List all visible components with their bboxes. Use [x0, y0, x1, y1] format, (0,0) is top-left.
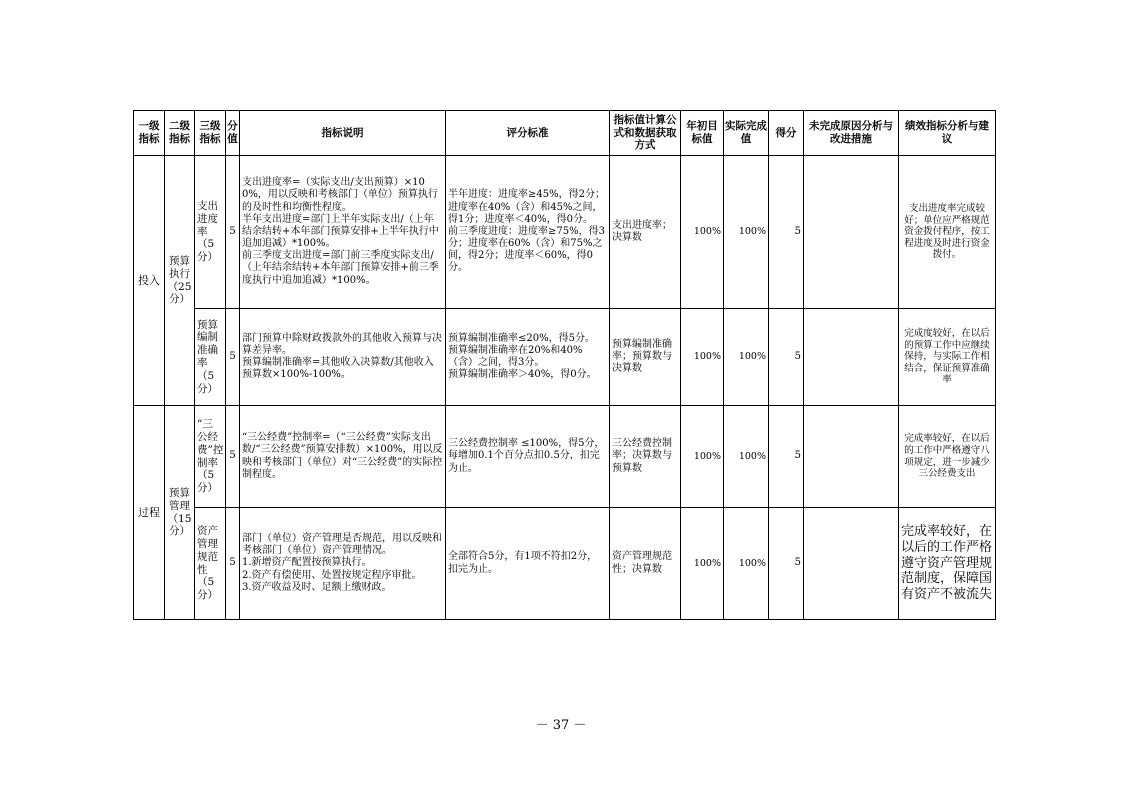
description-text: 部门预算中除财政拨款外的其他收入预算与决算差异率。 预算编制准确率=其他收入决算数/其他收入预算数×100%-100%。: [242, 332, 442, 381]
target-cell: 100%: [681, 508, 724, 620]
score-cell: 5: [769, 156, 804, 309]
description-cell: [240, 406, 446, 508]
header-reason: 未完成原因分析与改进措施: [804, 111, 899, 156]
criteria-cell: [446, 156, 610, 309]
level3-cell: 预算编制准确率（5分）: [195, 309, 226, 406]
score-value-cell: 5: [226, 406, 240, 508]
score-cell: 5: [769, 406, 804, 508]
header-description: 指标说明: [240, 111, 446, 156]
level3-cell: 支出进度率（5分）: [195, 156, 226, 309]
actual-cell: 100%: [724, 508, 769, 620]
score-value-cell: 5: [226, 508, 240, 620]
header-score-value: 分值: [226, 111, 240, 156]
header-criteria: 评分标准: [446, 111, 610, 156]
score-cell: 5: [769, 309, 804, 406]
table-row: [134, 508, 996, 620]
criteria-text: 全部符合5分，有1项不符扣2分，扣完为止。: [448, 551, 598, 575]
suggestion-cell: 支出进度率完成较好；单位应严格规范资金拨付程序，按工程进度及时进行资金拨付。: [899, 156, 996, 309]
level2-budget-execution: 预算执行（25分）: [165, 156, 195, 406]
method-cell: 支出进度率；决算数: [610, 156, 681, 309]
suggestion-cell: 完成率较好，在以后的工作严格遵守资产管理规范制度，保障国有资产不被流失: [899, 508, 996, 620]
level3-cell: 资产管理规范性（5分）: [195, 508, 226, 620]
actual-cell: 100%: [724, 309, 769, 406]
reason-cell: [804, 156, 899, 309]
header-actual: 实际完成值: [724, 111, 769, 156]
reason-cell: [804, 309, 899, 406]
reason-cell: [804, 508, 899, 620]
criteria-cell: [446, 508, 610, 620]
description-text: “三公经费”控制率=（“三公经费”实际支出数/“三公经费”预算安排数）×100%，用以反映和考核部门（单位）对“三公经费”的实际控制程度。: [242, 432, 443, 480]
criteria-text: 半年进度：进度率≥45%，得2分；进度率在40%（含）和45%之间，得1分；进度率＜40%，得0分。 前三季度进度：进度率≥75%，得3分；进度率在60%（含）和75%之间，得2分；进度率＜60%，得0分。: [448, 189, 605, 274]
page-number: － 37 －: [535, 718, 587, 733]
reason-cell: [804, 406, 899, 508]
method-cell: 资产管理规范性；决算数: [610, 508, 681, 620]
criteria-cell: [446, 309, 610, 406]
suggestion-cell: 完成度较好，在以后的预算工作中应继续保持，与实际工作相结合，保证预算准确率: [899, 309, 996, 406]
score-cell: 5: [769, 508, 804, 620]
header-level2: 二级指标: [165, 111, 195, 156]
criteria-cell: [446, 406, 610, 508]
suggestion-cell: 完成率较好，在以后的工作中严格遵守八项规定，进一步减少三公经费支出: [899, 406, 996, 508]
level2-budget-management: 预算管理（15分）: [165, 406, 195, 620]
table-row: [134, 156, 996, 309]
level3-cell: “三公经费”控制率（5分）: [195, 406, 226, 508]
header-level3: 三级指标: [195, 111, 226, 156]
target-cell: 100%: [681, 406, 724, 508]
level1-process: 过程: [134, 406, 165, 620]
header-method: 指标值计算公式和数据获取方式: [610, 111, 681, 156]
actual-cell: 100%: [724, 156, 769, 309]
table-header-row: [134, 111, 996, 156]
description-cell: [240, 156, 446, 309]
score-value-cell: 5: [226, 156, 240, 309]
description-text: 部门（单位）资产管理是否规范，用以反映和考核部门（单位）资产管理情况。 1.新增资产配置按预算执行。 2.资产有偿使用、处置按规定程序审批。 3.资产收益及时、足额上缴财政。: [242, 533, 442, 593]
level1-input: 投入: [134, 156, 165, 406]
target-cell: 100%: [681, 309, 724, 406]
description-cell: [240, 309, 446, 406]
target-cell: 100%: [681, 156, 724, 309]
header-score: 得分: [769, 111, 804, 156]
criteria-text: 三公经费控制率 ≤100%，得5分，每增加0.1个百分点扣0.5分，扣完为止。: [448, 438, 605, 474]
actual-cell: 100%: [724, 406, 769, 508]
method-cell: 三公经费控制率；决算数与预算数: [610, 406, 681, 508]
description-cell: [240, 508, 446, 620]
score-value-cell: 5: [226, 309, 240, 406]
description-text: 支出进度率=（实际支出/支出预算）×100%，用以反映和考核部门（单位）预算执行的及时性和均衡性程度。 半年支出进度=部门上半年实际支出/（上年结余结转+本年部门预算安排+上半年执行中追加追减）*100%。 前三季度支出进度=部门前三季度实际支出/（上年结余结转+本年部门预算安排+前三季度执行中追加追减）*100%。: [242, 177, 439, 286]
criteria-text: 预算编制准确率≤20%，得5分。 预算编制准确率在20%和40%（含）之间，得3分。 预算编制准确率＞40%，得0分。: [448, 332, 597, 381]
header-target: 年初目标值: [681, 111, 724, 156]
table-row: [134, 406, 996, 508]
table-row: [134, 309, 996, 406]
method-cell: 预算编制准确率；预算数与决算数: [610, 309, 681, 406]
performance-table: [133, 110, 996, 620]
header-suggestion: 绩效指标分析与建议: [899, 111, 996, 156]
header-level1: 一级指标: [134, 111, 165, 156]
